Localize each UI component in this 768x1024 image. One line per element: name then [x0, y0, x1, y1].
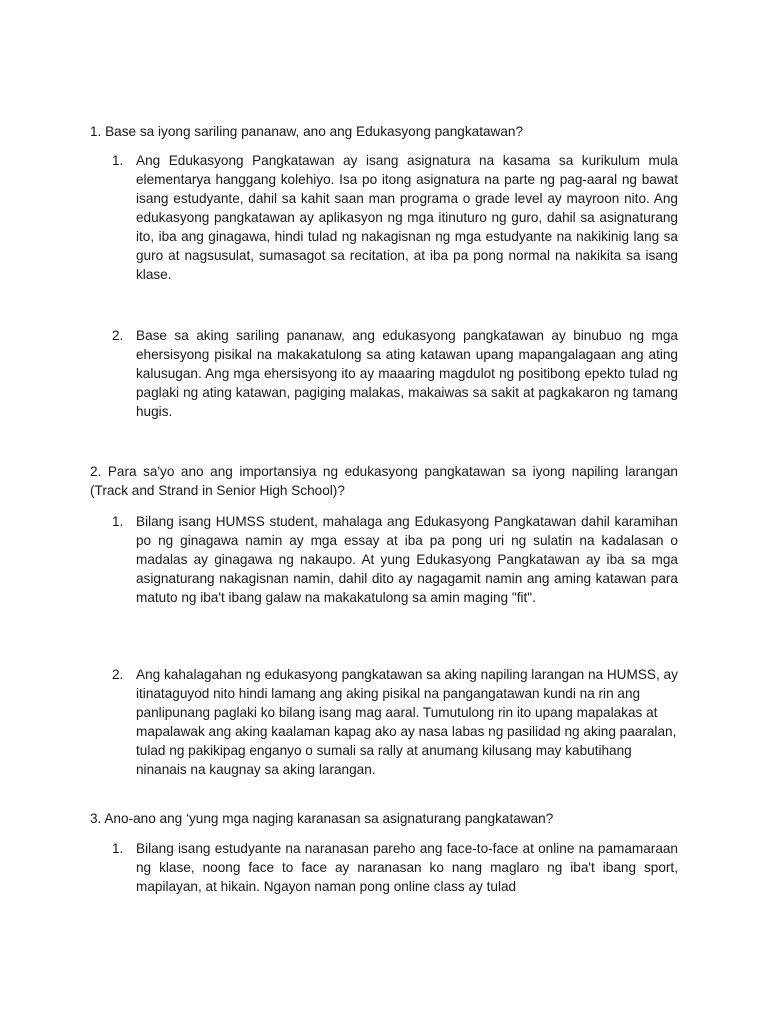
question-2: 2. Para sa'yo ano ang importansiya ng edukasyong pangkatawan sa iyong napiling larangan (Track and Strand in Senior High School)? [90, 464, 678, 498]
answer-text: Bilang isang estudyante na naranasan pareho ang face-to-face at online na pamamaraan ng klase, noong face to face ay naranasan ko nang maglaro ng iba't ibang sport, mapilayan, at hikain. Ngayon naman pong online class ay tulad [136, 841, 678, 894]
answer-3-1 [112, 839, 678, 896]
answer-text: Ang Edukasyong Pangkatawan ay isang asignatura na kasama sa kurikulum mula elementarya hanggang kolehiyo. Isa po itong asignatura na parte ng pag-aaral ng bawat isang estudyante, dahil sa kahit saan man programa o grade level ay mayroon nito. Ang edukasyong pangkatawan ay aplikasyon ng mga itinuturo ng guro, dahil sa asignaturang ito, iba ang ginagawa, hindi tulad ng nakagisnan ng mga estudyante na nakikinig lang sa guro at nagsusulat, sumasagot sa recitation, at iba pa pong normal na nakikita sa isang klase. [136, 153, 678, 282]
answer-number: 2. [112, 667, 124, 682]
answer-text: Base sa aking sariling pananaw, ang edukasyong pangkatawan ay binubuo ng mga ehersisyong pisikal na makakatulong sa ating katawan upang mapangalagaan ang ating kalusugan. Ang mga ehersisyong ito ay maaaring magdulot ng positibong epekto tulad ng paglaki ng ating katawan, pagiging malakas, makaiwas sa sakit at pagkakaron ng tamang hugis. [136, 328, 678, 419]
question-1: 1. Base sa iyong sariling pananaw, ano ang Edukasyong pangkatawan? [90, 124, 524, 139]
question-3: 3. Ano-ano ang ‘yung mga naging karanasan sa asignaturang pangkatawan? [90, 811, 554, 826]
answer-number: 1. [112, 153, 124, 168]
answer-number: 1. [112, 514, 124, 529]
answer-text: Ang kahalagahan ng edukasyong pangkatawan sa aking napiling larangan na HUMSS, ay itinataguyod nito hindi lamang ang aking pisikal na pangangatawan kundi na rin ang panlipunang paglaki ko bilang isang mag aaral. Tumutulong rin ito upang mapalakas at mapalawak ang aking kaalaman kapag ako ay nasa labas ng pasilidad ng aking paaralan, tulad ng pakikipag enganyo o sumali sa rally at anumang kilusang may kabutihang ninanais na kaugnay sa aking larangan. [136, 667, 678, 777]
answer-1-2 [112, 326, 678, 421]
answer-number: 2. [112, 328, 124, 343]
answer-2-1 [112, 512, 678, 607]
answer-1-1 [112, 151, 678, 284]
answer-number: 1. [112, 841, 124, 856]
answer-2-2 [112, 665, 678, 779]
answer-text: Bilang isang HUMSS student, mahalaga ang Edukasyong Pangkatawan dahil karamihan po ng ginagawa namin ay mga essay at iba pa pong uri ng sulatin na kadalasan o madalas ay ginagawa ng nakaupo. At yung Edukasyong Pangkatawan ay iba sa mga asignaturang nakagisnan namin, dahil dito ay nagagamit namin ang aming katawan para matuto ng iba't ibang galaw na makakatulong sa amin maging "fit". [136, 514, 678, 605]
